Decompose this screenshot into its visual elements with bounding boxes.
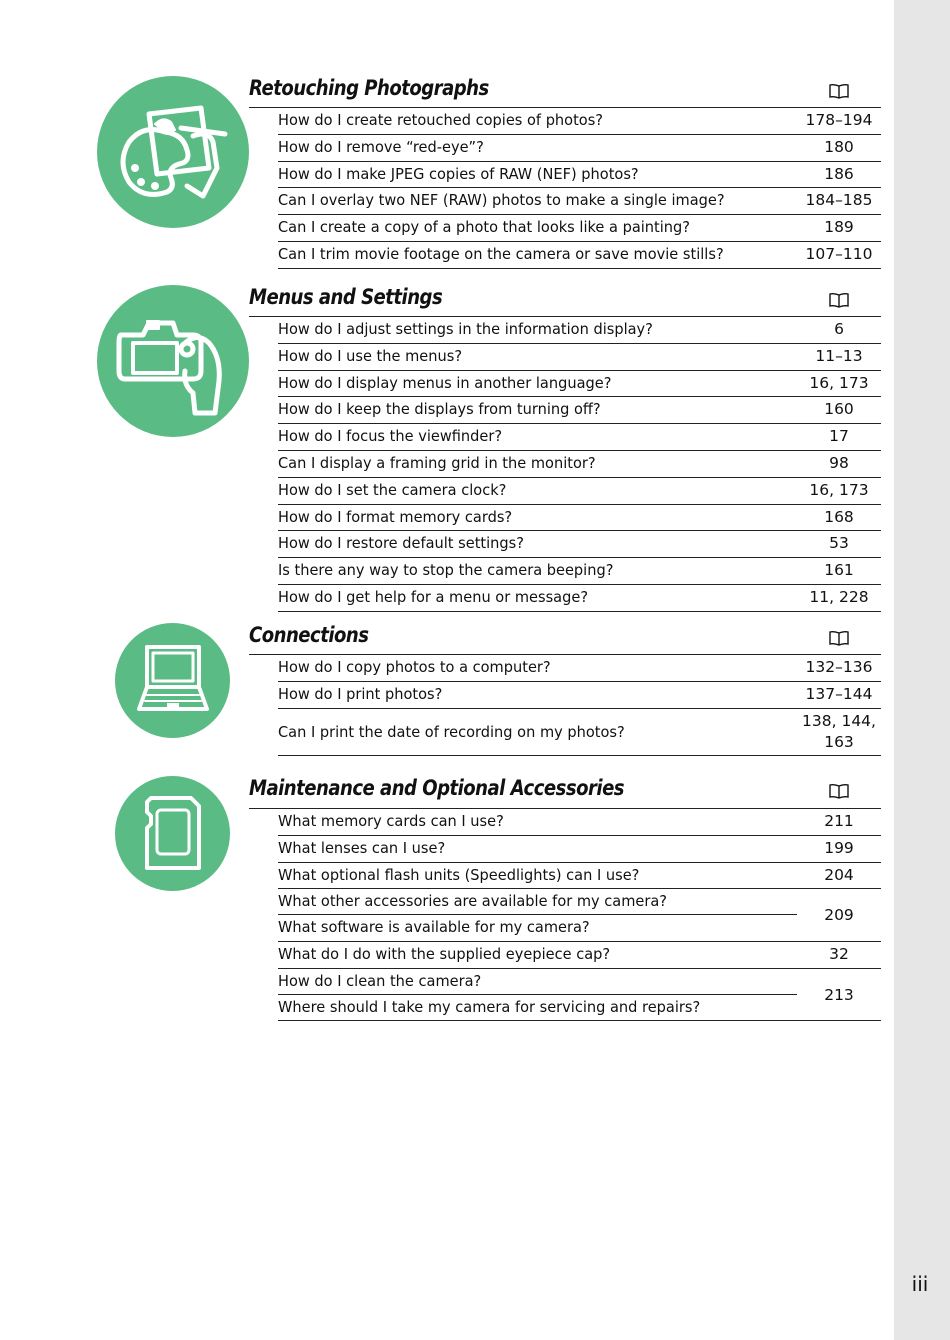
page-ref[interactable]: 186 xyxy=(824,164,854,183)
table-row[interactable] xyxy=(278,478,881,505)
page-ref[interactable]: 16, 173 xyxy=(809,480,869,499)
page-ref[interactable]: 137–144 xyxy=(805,684,873,703)
page-ref[interactable]: 180 xyxy=(824,137,854,156)
section-title: Menus and Settings xyxy=(249,285,443,309)
question: Where should I take my camera for servicing and repairs? xyxy=(278,997,701,1016)
page-ref[interactable]: 168 xyxy=(824,507,854,526)
table-row[interactable] xyxy=(278,682,881,709)
memory-card-icon xyxy=(115,776,230,891)
question: How do I get help for a menu or message? xyxy=(278,587,589,606)
table-row[interactable] xyxy=(278,655,881,682)
page-ref[interactable]: 178–194 xyxy=(805,111,873,129)
question: What memory cards can I use? xyxy=(278,812,504,830)
table-row[interactable] xyxy=(278,242,881,269)
palette-icon xyxy=(97,76,249,228)
book-icon xyxy=(828,783,850,799)
page-ref[interactable]: 53 xyxy=(829,534,849,553)
table-row[interactable] xyxy=(278,135,881,162)
table-row[interactable] xyxy=(278,709,881,756)
question: What software is available for my camera? xyxy=(278,918,590,937)
page-ref[interactable]: 213 xyxy=(824,985,854,1004)
question: Can I trim movie footage on the camera or save movie stills? xyxy=(278,244,724,263)
table-subrow xyxy=(278,915,881,941)
question: How do I focus the viewfinder? xyxy=(278,427,503,446)
question-table xyxy=(278,809,881,1021)
question-table xyxy=(278,655,881,756)
table-row[interactable] xyxy=(278,317,881,344)
page-ref[interactable]: 161 xyxy=(824,561,854,580)
table-row[interactable] xyxy=(278,505,881,532)
table-row[interactable] xyxy=(278,188,881,215)
question: How do I clean the camera? xyxy=(278,971,482,990)
page-ref[interactable]: 138, 144, 163 xyxy=(802,711,876,751)
page-ref[interactable]: 211 xyxy=(824,812,854,830)
table-row-group[interactable] xyxy=(278,969,881,1022)
page-ref[interactable]: 132–136 xyxy=(805,658,873,676)
table-row[interactable] xyxy=(278,215,881,242)
page-ref[interactable]: 107–110 xyxy=(805,244,873,263)
table-row[interactable] xyxy=(278,371,881,398)
page-ref[interactable]: 209 xyxy=(824,906,854,925)
table-row[interactable] xyxy=(278,863,881,890)
book-icon xyxy=(828,292,850,308)
page-number: iii xyxy=(911,1272,929,1296)
question: Can I overlay two NEF (RAW) photos to make a single image? xyxy=(278,191,725,210)
table-row[interactable] xyxy=(278,809,881,836)
question-table xyxy=(278,317,881,612)
page-ref[interactable]: 189 xyxy=(824,218,854,237)
section-title: Maintenance and Optional Accessories xyxy=(249,776,625,800)
question: What other accessories are available for my camera? xyxy=(278,892,668,911)
question: Can I print the date of recording on my photos? xyxy=(278,722,625,741)
question: Can I create a copy of a photo that looks like a painting? xyxy=(278,218,691,237)
table-row[interactable] xyxy=(278,451,881,478)
question: How do I remove “red-eye”? xyxy=(278,137,484,156)
table-row[interactable] xyxy=(278,558,881,585)
page-ref[interactable]: 32 xyxy=(829,944,849,963)
table-subrow xyxy=(278,889,881,915)
question: How do I copy photos to a computer? xyxy=(278,658,551,676)
table-row[interactable] xyxy=(278,531,881,558)
question: What do I do with the supplied eyepiece cap? xyxy=(278,944,611,963)
camera-hand-icon xyxy=(97,285,249,437)
question: What optional flash units (Speedlights) can I use? xyxy=(278,865,640,884)
table-row[interactable] xyxy=(278,424,881,451)
question: Can I display a framing grid in the monitor? xyxy=(278,453,596,472)
page-ref[interactable]: 160 xyxy=(824,400,854,419)
table-row[interactable] xyxy=(278,836,881,863)
question: How do I make JPEG copies of RAW (NEF) photos? xyxy=(278,164,639,183)
page-ref[interactable]: 11, 228 xyxy=(809,587,869,606)
question: How do I display menus in another language? xyxy=(278,373,612,392)
table-row[interactable] xyxy=(278,344,881,371)
question: How do I print photos? xyxy=(278,684,443,703)
side-strip xyxy=(894,0,950,1340)
laptop-icon xyxy=(115,623,230,738)
table-row[interactable] xyxy=(278,108,881,135)
page-ref[interactable]: 16, 173 xyxy=(809,373,869,392)
table-subrow xyxy=(278,969,881,995)
table-row[interactable] xyxy=(278,942,881,969)
page-ref[interactable]: 199 xyxy=(824,838,854,857)
table-row-group[interactable] xyxy=(278,889,881,942)
question: Is there any way to stop the camera beeping? xyxy=(278,561,614,580)
section-title: Retouching Photographs xyxy=(249,76,489,100)
table-subrow xyxy=(278,995,881,1021)
page-ref[interactable]: 11–13 xyxy=(815,346,863,365)
page-ref[interactable]: 6 xyxy=(834,320,844,338)
book-icon xyxy=(828,83,850,99)
question: How do I adjust settings in the information display? xyxy=(278,320,653,338)
question: How do I restore default settings? xyxy=(278,534,525,553)
question: How do I use the menus? xyxy=(278,346,463,365)
page-ref[interactable]: 184–185 xyxy=(805,191,873,210)
question: How do I format memory cards? xyxy=(278,507,513,526)
page-ref[interactable]: 204 xyxy=(824,865,854,884)
table-row[interactable] xyxy=(278,162,881,189)
table-row[interactable] xyxy=(278,585,881,612)
page-ref[interactable]: 98 xyxy=(829,453,849,472)
book-icon xyxy=(828,630,850,646)
question: What lenses can I use? xyxy=(278,838,446,857)
page-ref[interactable]: 17 xyxy=(829,427,849,446)
question: How do I keep the displays from turning off? xyxy=(278,400,601,419)
question: How do I create retouched copies of photos? xyxy=(278,111,604,129)
question: How do I set the camera clock? xyxy=(278,480,507,499)
section-title: Connections xyxy=(249,623,369,647)
question-table xyxy=(278,108,881,269)
table-row[interactable] xyxy=(278,397,881,424)
